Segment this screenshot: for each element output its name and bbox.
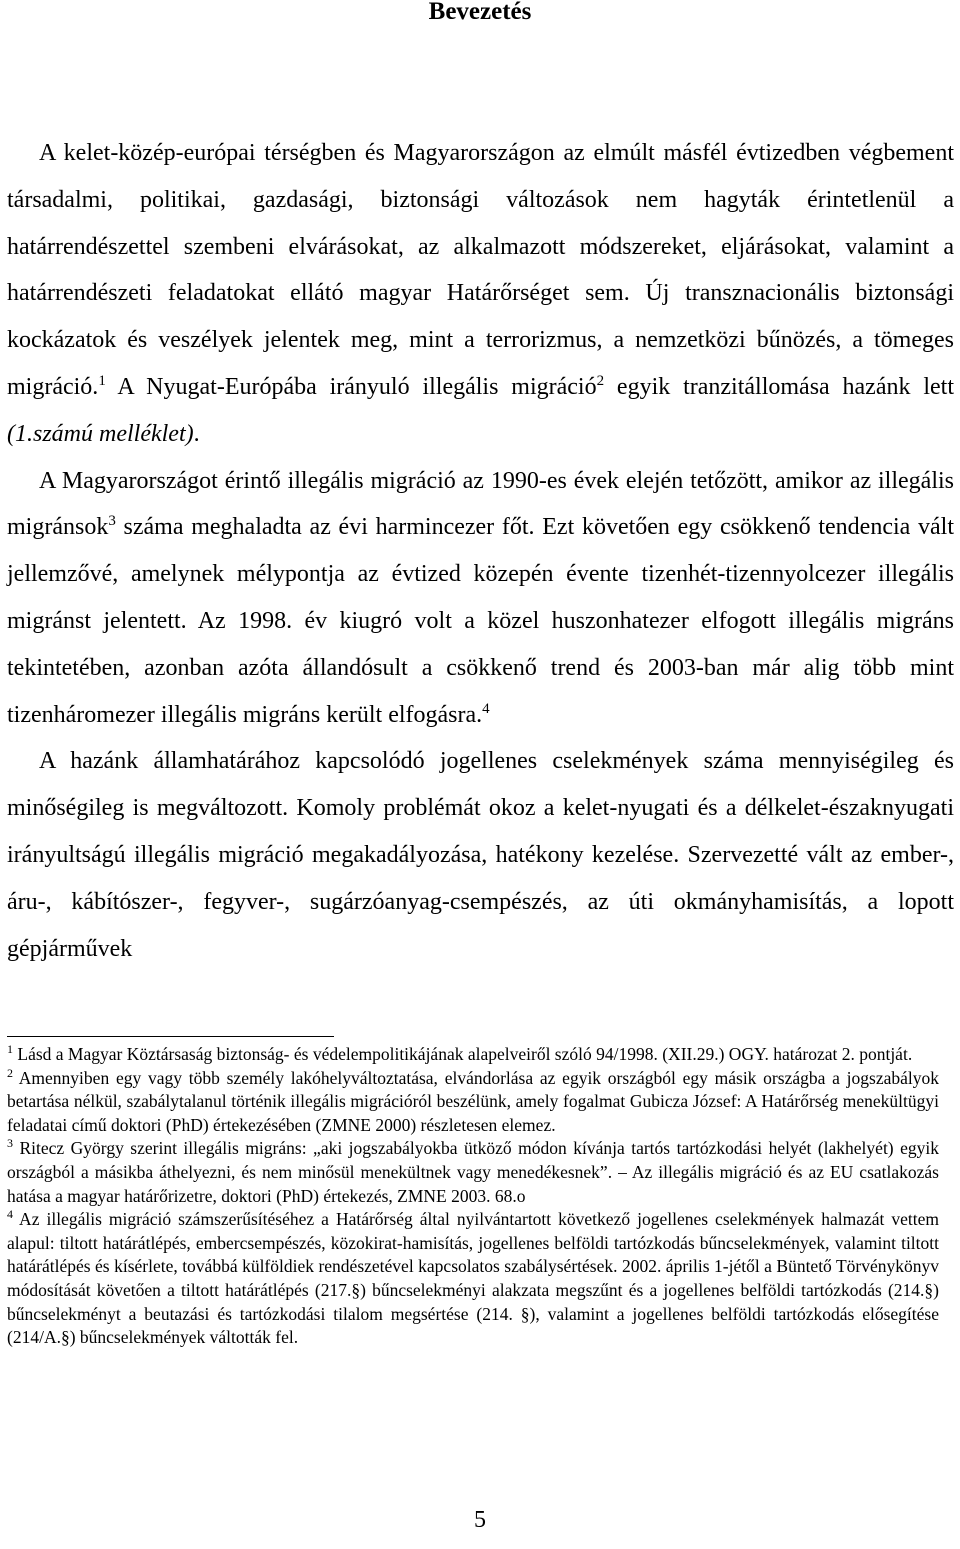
paragraph-3: A hazánk államhatárához kapcsolódó jogellenes cselekmények száma mennyiségileg és minőségileg is megváltozott. Komoly problémát okoz a kelet-nyugati és a délkelet-északnyugati irányultságú illegális migráció megakadályozása, hatékony kezelése. Szervezetté vált az ember-, áru-, kábítószer-, fegyver-, sugárzóanyag-csempészés, az úti okmányhamisítás, a lopott gépjárművek <box>7 748 954 962</box>
footnote-ref-2[interactable]: 2 <box>596 372 605 389</box>
footnotes <box>7 1043 939 1350</box>
paragraph-2-part-a: A Magyarországot érintő illegális migráció az 1990-es évek elején tetőzött, amikor az illegális migránsok <box>7 467 954 541</box>
page-number: 5 <box>474 1507 486 1533</box>
footnote-3 <box>7 1137 939 1208</box>
footnote-ref-1[interactable]: 1 <box>98 372 106 389</box>
paragraph-1-part-a: A kelet-közép-európai térségben és Magyarországon az elmúlt másfél évtizedben végbement társadalmi, politikai, gazdasági, biztonsági változások nem hagyták érintetlenül a határrendészettel szembeni elvárásokat, az alkalmazott módszereket, eljárásokat, valamint a határrendészeti feladatokat ellátó magyar Határőrséget sem. <box>7 140 954 307</box>
footnote-4 <box>7 1208 939 1350</box>
main-text <box>7 130 954 972</box>
paragraph-1-end: . <box>193 420 200 447</box>
footnote-2 <box>7 1067 939 1138</box>
footnote-number: 3 <box>7 1136 13 1151</box>
footnote-number: 1 <box>7 1042 13 1056</box>
footnote-1 <box>7 1043 939 1067</box>
paragraph-1 <box>7 130 954 458</box>
paragraph-2 <box>7 458 954 739</box>
paragraph-1-part-b: Új transznacionális biztonsági kockázatok és veszélyek jelentek meg, mint a terrorizmus, a nemzetközi bűnözés, a tömeges migráció. <box>7 280 954 400</box>
page-title: Bevezetés <box>428 0 532 25</box>
paragraph-1-part-d: egyik tranzitállomása hazánk lett <box>604 373 954 400</box>
footnote-number: 4 <box>7 1207 13 1222</box>
footnote-text: Az illegális migráció számszerűsítéséhez a Határőrség által nyilvántartott következő jogellenes cselekmények halmazát vettem alapul: tiltott határátlépés, embercsempészés, közokirat-hamisítás, jogellenes belföldi tartózkodás bűncselekmények, valamint tiltott határátlépés és kísérlete, továbbá külföldiek rendészetével kapcsolatos szabálysértések. 2002. április 1-jétől a Büntető Törvénykönyv módosítását követően a tiltott határátlépés (217.§) bűncselekményi alakzata megszűnt és a jogellenes belföldi tartózkodás (214.§) bűncselekményt a beutazási és tartózkodási tilalom megsértése (214. §), valamint a jogellenes belföldi tartózkodás elősegítése (214/A.§) bűncselekmények váltották fel. <box>7 1209 939 1348</box>
footnote-text: Lásd a Magyar Köztársaság biztonság- és védelempolitikájának alapelveiről szóló 94/1998. (XII.29.) OGY. határozat 2. pontját. <box>13 1044 913 1064</box>
footnote-ref-4[interactable]: 4 <box>482 700 490 717</box>
footnote-number: 2 <box>7 1065 13 1080</box>
paragraph-1-part-c: A Nyugat-Európába irányuló illegális migráció <box>105 373 597 400</box>
footnote-ref-3[interactable]: 3 <box>108 513 116 530</box>
paragraph-2-part-b: száma meghaladta az évi harmincezer főt. Ezt követően egy csökkenő tendencia vált jellemzővé, amelynek mélypontja az évtized közepén évente tizenhét-tizennyolcezer illegális migránst jelentett. Az 1998. év kiugró volt a közel huszonhatezer elfogott illegális migráns tekintetében, azonban azóta állandósult a csökkenő trend és 2003-ban már alig több mint tizenháromezer illegális migráns került elfogásra. <box>7 514 954 728</box>
annex-reference: (1.számú melléklet) <box>7 420 194 447</box>
footnote-text: Amennyiben egy vagy több személy lakóhelyváltoztatása, elvándorlása az egyik országból egy másik országba a jogszabályok betartása nélkül, szabálytalanul történik illegális migrációról beszélünk, amely fogalmat Gubicza József: A Határőrség menekültügyi feladatai című doktori (PhD) értekezésében (ZMNE 2000) részletesen elemez. <box>7 1067 939 1135</box>
footnote-separator <box>7 1036 334 1037</box>
footnote-text: Ritecz György szerint illegális migráns: „aki jogszabályokba ütköző módon kívánja tartós tartózkodási helyét (lakhelyét) egyik országból a másikba áthelyezni, és nem minősül menekültnek vagy menedékesnek”. – Az illegális migráció és az EU csatlakozás hatása a magyar határőrizetre, doktori (PhD) értekezés, ZMNE 2003. 68.o <box>7 1138 939 1206</box>
